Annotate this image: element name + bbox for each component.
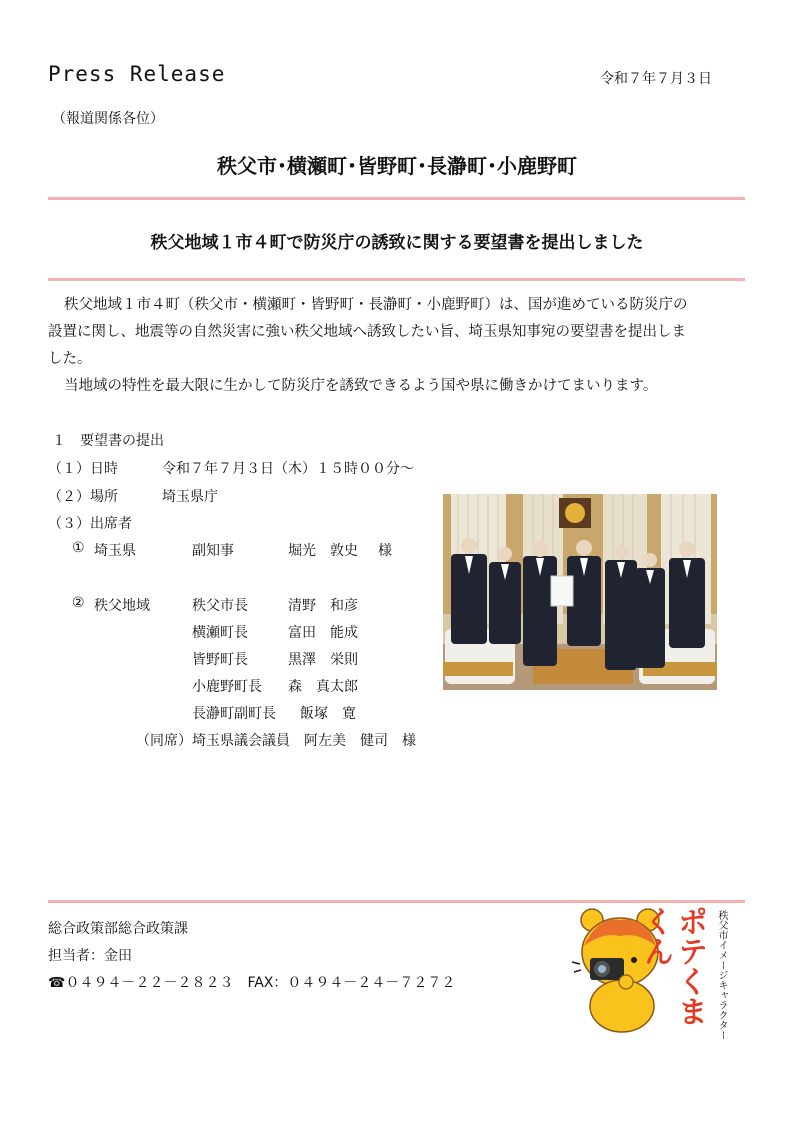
attendee-title: 副知事 — [192, 543, 234, 559]
attendee-name: 堀光 敦史 — [288, 543, 358, 559]
item-label: （３）出席者 — [48, 516, 132, 532]
contact-person: 担当者：金田 — [48, 948, 132, 964]
attendee-mark: ② — [72, 595, 85, 611]
attendee-honorific: 様 — [378, 543, 392, 559]
meeting-photo — [443, 494, 717, 690]
paragraph-line: した。 — [48, 351, 92, 367]
attendee-org: 秩父地域 — [94, 598, 150, 614]
attendee-title: 横瀬町長 — [192, 625, 248, 641]
paragraph-line: 秩父地域１市４町（秩父市・横瀬町・皆野町・長瀞町・小鹿野町）は、国が進めている防災庁の — [64, 297, 688, 313]
attendee-name: 黒澤 栄則 — [288, 652, 358, 668]
press-release-label: Press Release — [48, 62, 226, 86]
attendee-title: 小鹿野町長 — [192, 679, 262, 695]
addressee: （報道関係各位） — [52, 111, 164, 127]
attendee-name: 清野 和彦 — [288, 598, 358, 614]
item-value: 埼玉県庁 — [162, 489, 218, 505]
section-heading: １ 要望書の提出 — [52, 433, 164, 449]
headline: 秩父地域１市４町で防災庁の誘致に関する要望書を提出しました — [150, 233, 644, 253]
body-text — [48, 292, 748, 400]
attendee-org: 埼玉県 — [94, 543, 136, 559]
attendee-name: 森 真太郎 — [288, 679, 358, 695]
item-label: （２）場所 — [48, 489, 118, 505]
item-value: 令和７年７月３日（木）１５時００分～ — [162, 461, 414, 477]
attendee-title: 秩父市長 — [192, 598, 248, 614]
attendee-title: 長瀞町副町長 — [192, 706, 276, 722]
accompanying-text: 埼玉県議会議員 阿左美 健司 様 — [192, 733, 416, 749]
accompanying-label: （同席） — [136, 733, 192, 749]
headline-divider — [48, 278, 745, 281]
mascot-name: ポテくまくん — [638, 906, 707, 1026]
issuer-title: 秩父市･横瀬町･皆野町･長瀞町･小鹿野町 — [217, 154, 577, 178]
footer-divider — [48, 900, 745, 903]
paragraph-line: 当地域の特性を最大限に生かして防災庁を誘致できるよう国や県に働きかけてまいります。 — [64, 378, 658, 394]
attendee-mark: ① — [72, 540, 85, 556]
attendee-name: 富田 能成 — [288, 625, 358, 641]
item-label: （１）日時 — [48, 461, 118, 477]
attendee-title: 皆野町長 — [192, 652, 248, 668]
phone-fax: ☎０４９４－２２－２８２３ FAX：０４９４－２４－７２７２ — [48, 975, 456, 991]
department: 総合政策部総合政策課 — [48, 921, 188, 937]
paragraph-line: 設置に関し、地震等の自然災害に強い秩父地域へ誘致したい旨、埼玉県知事宛の要望書を提出しま — [48, 324, 686, 340]
attendee-name: 飯塚 寛 — [300, 706, 356, 722]
top-divider — [48, 197, 745, 200]
release-date: 令和７年７月３日 — [600, 71, 712, 87]
mascot-caption: 秩父市イメージキャラクター — [716, 910, 727, 1040]
